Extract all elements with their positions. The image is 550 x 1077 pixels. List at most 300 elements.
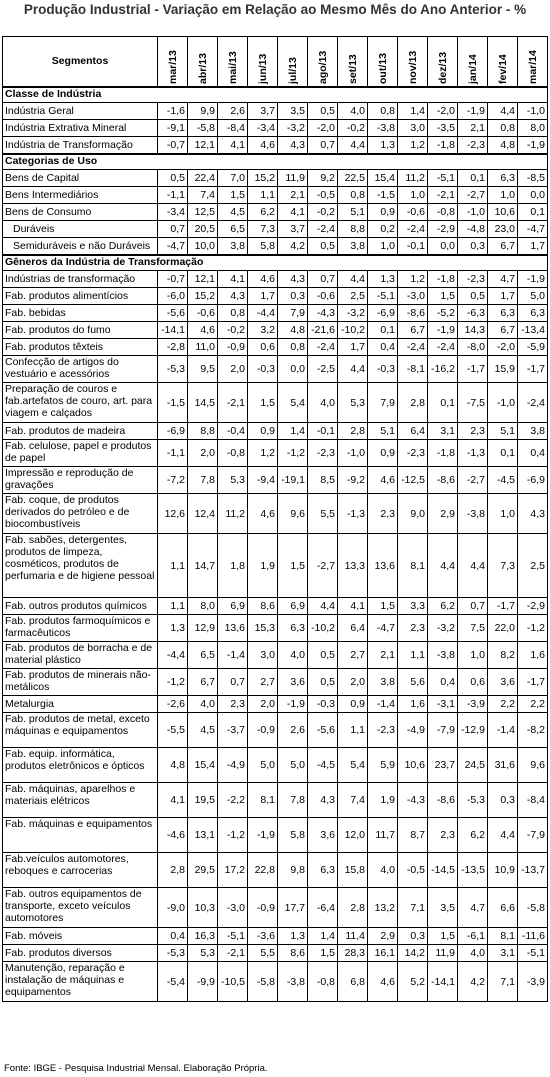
value-cell: 15,3 [248, 615, 278, 642]
value-cell: 7,1 [398, 888, 428, 928]
value-cell: 1,1 [158, 534, 188, 598]
value-cell: 2,9 [368, 928, 398, 945]
value-cell: 4,4 [488, 818, 518, 853]
table-row [3, 339, 548, 356]
value-cell: -3,9 [518, 962, 548, 1002]
value-cell: -6,3 [458, 305, 488, 322]
value-cell: 8,8 [338, 221, 368, 238]
row-label: Fab. outros equipamentos de transporte, exceto veículos automotores [3, 888, 158, 928]
value-cell: 4,0 [308, 383, 338, 423]
value-cell: 9,9 [188, 103, 218, 120]
value-cell: 0,1 [488, 440, 518, 467]
value-cell: -2,3 [458, 137, 488, 154]
value-cell: 5,4 [338, 748, 368, 783]
value-cell: 1,5 [368, 598, 398, 615]
value-cell: 0,9 [368, 440, 398, 467]
value-cell: 5,9 [368, 748, 398, 783]
value-cell: 12,6 [158, 494, 188, 534]
value-cell: 4,2 [458, 962, 488, 1002]
value-cell: 6,7 [488, 238, 518, 255]
value-cell: -4,6 [158, 818, 188, 853]
value-cell: 3,6 [308, 818, 338, 853]
value-cell: 4,6 [188, 322, 218, 339]
data-table [2, 36, 548, 1002]
month-header: mar/14 [518, 37, 548, 87]
value-cell: -1,5 [368, 187, 398, 204]
row-label: Confecção de artigos do vestuário e acessórios [3, 356, 158, 383]
value-cell: 4,8 [278, 322, 308, 339]
value-cell: 14,2 [398, 945, 428, 962]
value-cell: 7,3 [248, 221, 278, 238]
value-cell: 1,2 [398, 271, 428, 288]
value-cell: 1,7 [488, 288, 518, 305]
value-cell: 17,2 [218, 853, 248, 888]
value-cell: 1,6 [398, 696, 428, 713]
value-cell: -1,7 [518, 669, 548, 696]
value-cell: 4,3 [308, 783, 338, 818]
value-cell: 6,3 [518, 305, 548, 322]
value-cell: 7,3 [488, 534, 518, 598]
value-cell: 3,6 [278, 669, 308, 696]
value-cell: 2,7 [248, 669, 278, 696]
value-cell: 16,1 [368, 945, 398, 962]
value-cell: 6,6 [488, 888, 518, 928]
value-cell: 0,9 [368, 204, 398, 221]
row-label: Fab. celulose, papel e produtos de papel [3, 440, 158, 467]
row-label: Bens Intermediários [3, 187, 158, 204]
value-cell: 8,6 [248, 598, 278, 615]
value-cell: 0,3 [458, 238, 488, 255]
value-cell: 5,4 [278, 383, 308, 423]
value-cell: 2,5 [518, 534, 548, 598]
value-cell: -3,2 [338, 305, 368, 322]
value-cell: 4,1 [338, 598, 368, 615]
table-row [3, 187, 548, 204]
value-cell: -2,4 [398, 339, 428, 356]
row-label: Impressão e reprodução de gravações [3, 467, 158, 494]
value-cell: 4,7 [488, 271, 518, 288]
value-cell: 24,5 [458, 748, 488, 783]
value-cell: 7,4 [188, 187, 218, 204]
value-cell: -7,9 [428, 713, 458, 748]
value-cell: -5,1 [218, 928, 248, 945]
value-cell: 1,1 [248, 187, 278, 204]
value-cell: 1,2 [398, 137, 428, 154]
value-cell: -8,5 [518, 170, 548, 187]
value-cell: -4,7 [518, 221, 548, 238]
value-cell: 6,3 [488, 305, 518, 322]
value-cell: 6,9 [218, 598, 248, 615]
value-cell: 22,4 [188, 170, 218, 187]
value-cell: 3,5 [278, 103, 308, 120]
value-cell: 1,3 [278, 928, 308, 945]
value-cell: -5,6 [308, 713, 338, 748]
row-label: Fab. coque, de produtos derivados do petróleo e de biocombustíveis [3, 494, 158, 534]
value-cell: 4,6 [368, 467, 398, 494]
value-cell: 3,1 [488, 945, 518, 962]
month-header: jul/13 [278, 37, 308, 87]
value-cell: -10,2 [308, 615, 338, 642]
value-cell: 11,9 [428, 945, 458, 962]
value-cell: 0,3 [488, 783, 518, 818]
value-cell: -1,7 [458, 356, 488, 383]
value-cell: 1,1 [398, 642, 428, 669]
value-cell: -9,1 [158, 120, 188, 137]
table-row [3, 853, 548, 888]
value-cell: -4,5 [308, 748, 338, 783]
value-cell: -10,2 [338, 322, 368, 339]
value-cell: -2,0 [488, 339, 518, 356]
value-cell: 0,7 [218, 669, 248, 696]
value-cell: -1,3 [458, 440, 488, 467]
value-cell: -0,6 [308, 288, 338, 305]
value-cell: -1,5 [158, 383, 188, 423]
table-row [3, 120, 548, 137]
value-cell: 1,8 [218, 534, 248, 598]
value-cell: 4,4 [338, 271, 368, 288]
value-cell: -3,9 [458, 696, 488, 713]
value-cell: -3,2 [278, 120, 308, 137]
value-cell: -0,3 [368, 356, 398, 383]
value-cell: 8,1 [398, 534, 428, 598]
row-label: Preparação de couros e fab.artefatos de couro, art. para viagem e calçados [3, 383, 158, 423]
value-cell: 8,6 [278, 945, 308, 962]
value-cell: 6,7 [398, 322, 428, 339]
table-row [3, 322, 548, 339]
value-cell: -1,9 [518, 271, 548, 288]
value-cell: -1,8 [428, 440, 458, 467]
segments-header: Segmentos [3, 37, 158, 87]
table-row [3, 423, 548, 440]
value-cell: 4,6 [248, 494, 278, 534]
value-cell: 4,3 [278, 271, 308, 288]
value-cell: 0,1 [428, 383, 458, 423]
source-note: Fonte: IBGE - Pesquisa Industrial Mensal. Elaboração Própria. [4, 1063, 268, 1074]
value-cell: 9,2 [308, 170, 338, 187]
row-label: Metalurgia [3, 696, 158, 713]
value-cell: -4,8 [458, 221, 488, 238]
value-cell: -16,2 [428, 356, 458, 383]
value-cell: -3,4 [248, 120, 278, 137]
value-cell: -1,9 [278, 696, 308, 713]
value-cell: 2,2 [518, 696, 548, 713]
value-cell: 1,7 [518, 238, 548, 255]
value-cell: -1,4 [368, 696, 398, 713]
value-cell: 0,5 [158, 170, 188, 187]
value-cell: 5,3 [188, 945, 218, 962]
value-cell: -7,2 [158, 467, 188, 494]
value-cell: 0,3 [278, 288, 308, 305]
value-cell: 1,7 [338, 339, 368, 356]
value-cell: -5,8 [518, 888, 548, 928]
value-cell: -1,2 [278, 440, 308, 467]
value-cell: -2,4 [398, 221, 428, 238]
value-cell: 6,5 [188, 642, 218, 669]
value-cell: -0,2 [338, 120, 368, 137]
value-cell: 15,4 [188, 748, 218, 783]
value-cell: 0,3 [398, 928, 428, 945]
value-cell: -2,4 [308, 339, 338, 356]
value-cell: -1,6 [158, 103, 188, 120]
table-row [3, 669, 548, 696]
value-cell: -12,5 [398, 467, 428, 494]
value-cell: -0,9 [218, 339, 248, 356]
value-cell: 2,3 [398, 615, 428, 642]
table-row [3, 945, 548, 962]
value-cell: -0,6 [398, 204, 428, 221]
value-cell: 6,3 [308, 853, 338, 888]
value-cell: 3,6 [488, 669, 518, 696]
value-cell: 6,2 [458, 818, 488, 853]
value-cell: 6,7 [188, 669, 218, 696]
value-cell: 11,7 [368, 818, 398, 853]
value-cell: 1,6 [518, 642, 548, 669]
value-cell: -0,5 [308, 187, 338, 204]
value-cell: 1,5 [218, 187, 248, 204]
value-cell: 13,6 [218, 615, 248, 642]
value-cell: 8,1 [488, 928, 518, 945]
value-cell: 4,1 [158, 783, 188, 818]
value-cell: 31,6 [488, 748, 518, 783]
table-row [3, 467, 548, 494]
value-cell: 5,1 [488, 423, 518, 440]
value-cell: 6,5 [218, 221, 248, 238]
value-cell: 0,4 [158, 928, 188, 945]
value-cell: 0,6 [248, 339, 278, 356]
value-cell: 12,1 [188, 137, 218, 154]
value-cell: -5,8 [248, 962, 278, 1002]
value-cell: 9,6 [278, 494, 308, 534]
value-cell: -14,1 [158, 322, 188, 339]
value-cell: 15,9 [488, 356, 518, 383]
value-cell: 0,7 [458, 598, 488, 615]
page-title: Produção Industrial - Variação em Relação ao Mesmo Mês do Ano Anterior - % [23, 2, 527, 17]
value-cell: 0,6 [458, 669, 488, 696]
value-cell: 5,5 [248, 945, 278, 962]
row-label: Fab. outros produtos químicos [3, 598, 158, 615]
row-label: Fab. produtos do fumo [3, 322, 158, 339]
value-cell: 3,8 [518, 423, 548, 440]
section-title: Gêneros da Indústria de Transformação [3, 255, 548, 271]
table-row [3, 170, 548, 187]
table-row [3, 440, 548, 467]
value-cell: 4,1 [218, 137, 248, 154]
row-label: Fab. produtos diversos [3, 945, 158, 962]
month-header: set/13 [338, 37, 368, 87]
table-row [3, 204, 548, 221]
value-cell: 4,3 [278, 137, 308, 154]
value-cell: 5,2 [398, 962, 428, 1002]
value-cell: 0,0 [518, 187, 548, 204]
value-cell: 4,8 [158, 748, 188, 783]
value-cell: 28,3 [338, 945, 368, 962]
value-cell: 29,5 [188, 853, 218, 888]
value-cell: 6,4 [338, 615, 368, 642]
value-cell: -3,1 [428, 696, 458, 713]
value-cell: 12,0 [338, 818, 368, 853]
value-cell: 2,8 [158, 853, 188, 888]
value-cell: 3,2 [248, 322, 278, 339]
value-cell: -0,2 [308, 204, 338, 221]
value-cell: -4,3 [398, 783, 428, 818]
row-label: Fab. produtos têxteis [3, 339, 158, 356]
value-cell: 7,9 [278, 305, 308, 322]
value-cell: -5,3 [158, 356, 188, 383]
value-cell: 4,0 [458, 945, 488, 962]
value-cell: 1,3 [158, 615, 188, 642]
value-cell: -8,0 [458, 339, 488, 356]
value-cell: 4,1 [218, 271, 248, 288]
value-cell: 0,1 [518, 204, 548, 221]
value-cell: -13,4 [518, 322, 548, 339]
value-cell: 2,5 [338, 288, 368, 305]
value-cell: -1,2 [518, 615, 548, 642]
value-cell: -3,6 [248, 928, 278, 945]
value-cell: 2,8 [398, 383, 428, 423]
value-cell: 3,7 [248, 103, 278, 120]
value-cell: -13,5 [458, 853, 488, 888]
row-label: Fab. móveis [3, 928, 158, 945]
table-row [3, 494, 548, 534]
value-cell: 0,9 [248, 423, 278, 440]
value-cell: -2,9 [518, 598, 548, 615]
value-cell: -0,8 [218, 440, 248, 467]
value-cell: 10,6 [398, 748, 428, 783]
table-row [3, 103, 548, 120]
value-cell: -5,1 [518, 945, 548, 962]
value-cell: 10,6 [488, 204, 518, 221]
value-cell: -21,6 [308, 322, 338, 339]
value-cell: -2,4 [428, 339, 458, 356]
table-row [3, 271, 548, 288]
value-cell: 12,4 [188, 494, 218, 534]
row-label: Indústrias de transformação [3, 271, 158, 288]
value-cell: -3,8 [458, 494, 488, 534]
value-cell: -2,7 [308, 534, 338, 598]
value-cell: 23,7 [428, 748, 458, 783]
value-cell: 8,5 [308, 467, 338, 494]
value-cell: 11,4 [338, 928, 368, 945]
value-cell: -1,9 [518, 137, 548, 154]
value-cell: -0,2 [218, 322, 248, 339]
value-cell: 8,0 [188, 598, 218, 615]
section-title: Categorias de Uso [3, 154, 548, 170]
month-header: fev/14 [488, 37, 518, 87]
value-cell: 4,4 [338, 356, 368, 383]
value-cell: 2,8 [338, 423, 368, 440]
value-cell: 11,2 [218, 494, 248, 534]
row-label: Fab. produtos de madeira [3, 423, 158, 440]
value-cell: -4,4 [248, 305, 278, 322]
value-cell: -0,7 [158, 137, 188, 154]
row-label: Fab. equip. informática, produtos eletrônicos e ópticos [3, 748, 158, 783]
value-cell: 1,1 [338, 713, 368, 748]
value-cell: 8,8 [188, 423, 218, 440]
value-cell: -6,1 [458, 928, 488, 945]
value-cell: 3,1 [428, 423, 458, 440]
row-label: Duráveis [3, 221, 158, 238]
value-cell: -8,6 [428, 467, 458, 494]
value-cell: 1,0 [398, 187, 428, 204]
value-cell: 2,7 [338, 642, 368, 669]
value-cell: -1,1 [158, 187, 188, 204]
table-row [3, 818, 548, 853]
value-cell: -1,0 [518, 103, 548, 120]
section-row [3, 255, 548, 271]
value-cell: 4,4 [338, 137, 368, 154]
value-cell: 14,5 [188, 383, 218, 423]
value-cell: 22,5 [338, 170, 368, 187]
value-cell: 5,3 [218, 467, 248, 494]
value-cell: 0,5 [308, 642, 338, 669]
value-cell: 11,0 [188, 339, 218, 356]
value-cell: 2,9 [428, 494, 458, 534]
value-cell: -2,0 [308, 120, 338, 137]
table-row [3, 928, 548, 945]
value-cell: 14,7 [188, 534, 218, 598]
value-cell: 1,0 [368, 238, 398, 255]
value-cell: -2,1 [218, 945, 248, 962]
value-cell: -4,9 [398, 713, 428, 748]
value-cell: -13,7 [518, 853, 548, 888]
value-cell: 5,1 [368, 423, 398, 440]
value-cell: -0,4 [218, 423, 248, 440]
value-cell: -9,2 [338, 467, 368, 494]
value-cell: 14,3 [458, 322, 488, 339]
value-cell: 1,0 [488, 187, 518, 204]
month-header: mar/13 [158, 37, 188, 87]
value-cell: 5,0 [248, 748, 278, 783]
value-cell: 8,2 [488, 642, 518, 669]
value-cell: 4,0 [338, 103, 368, 120]
value-cell: 2,6 [278, 713, 308, 748]
value-cell: -8,4 [218, 120, 248, 137]
value-cell: -6,9 [518, 467, 548, 494]
table-row [3, 713, 548, 748]
month-header: dez/13 [428, 37, 458, 87]
value-cell: -4,3 [308, 305, 338, 322]
value-cell: 4,0 [188, 696, 218, 713]
value-cell: -2,6 [158, 696, 188, 713]
value-cell: -0,1 [308, 423, 338, 440]
value-cell: -4,7 [158, 238, 188, 255]
table-row [3, 888, 548, 928]
value-cell: 3,5 [428, 888, 458, 928]
value-cell: -2,2 [218, 783, 248, 818]
value-cell: 1,5 [248, 383, 278, 423]
value-cell: 6,9 [278, 598, 308, 615]
table-row [3, 696, 548, 713]
value-cell: 1,4 [398, 103, 428, 120]
value-cell: -19,1 [278, 467, 308, 494]
value-cell: -2,4 [518, 383, 548, 423]
value-cell: 7,9 [368, 383, 398, 423]
value-cell: -1,8 [428, 271, 458, 288]
value-cell: 4,6 [368, 962, 398, 1002]
value-cell: 1,5 [308, 945, 338, 962]
value-cell: 0,0 [278, 356, 308, 383]
row-label: Indústria Geral [3, 103, 158, 120]
value-cell: 1,9 [368, 783, 398, 818]
value-cell: -0,3 [248, 356, 278, 383]
month-header: mai/13 [218, 37, 248, 87]
value-cell: -2,3 [458, 271, 488, 288]
value-cell: 2,2 [488, 696, 518, 713]
value-cell: -3,7 [218, 713, 248, 748]
value-cell: 4,4 [428, 534, 458, 598]
value-cell: 2,0 [188, 440, 218, 467]
value-cell: 1,5 [428, 928, 458, 945]
